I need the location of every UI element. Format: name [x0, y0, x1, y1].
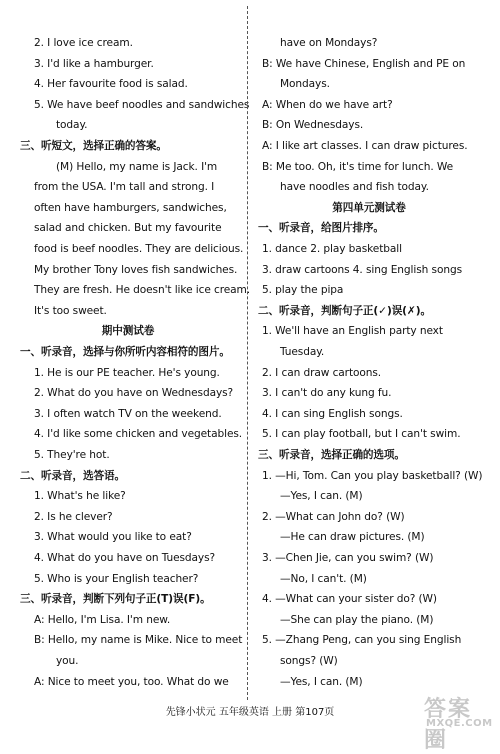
text-line: B: Me too. Oh, it's time for lunch. We	[262, 160, 454, 173]
text-line: Tuesday.	[280, 346, 325, 358]
text-line: 1. dance 2. play basketball	[262, 243, 402, 255]
section-heading: 期中测试卷	[101, 325, 155, 338]
text-line: —Yes, I can. (M)	[280, 675, 363, 688]
text-line: 3. draw cartoons 4. sing English songs	[262, 263, 462, 276]
text-line: 3. I can't do any kung fu.	[262, 387, 392, 400]
text-line: you.	[56, 655, 79, 667]
text-line: Mondays.	[280, 78, 330, 91]
text-line: A: I like art classes. I can draw pictures.	[262, 140, 468, 152]
text-line: 5. We have beef noodles and sandwiches	[34, 98, 250, 111]
section-heading: 三、听录音，判断下列句子正(T)误(F)。	[20, 593, 211, 606]
text-line: 4. I'd like some chicken and vegetables.	[34, 428, 243, 441]
text-line: —No, I can't. (M)	[280, 572, 367, 585]
text-line: have noodles and fish today.	[280, 181, 429, 194]
text-line: —He can draw pictures. (M)	[280, 531, 425, 544]
text-line: —She can play the piano. (M)	[280, 613, 434, 626]
text-line: 4. —What can your sister do? (W)	[262, 593, 437, 606]
section-heading: 一、听录音，给图片排序。	[258, 222, 384, 235]
text-line: It's too sweet.	[34, 304, 107, 317]
text-line: 1. —Hi, Tom. Can you play basketball? (W)	[262, 469, 483, 482]
text-line: A: Hello, I'm Lisa. I'm new.	[34, 613, 171, 626]
text-line: 3. I'd like a hamburger.	[34, 57, 154, 70]
text-line: salad and chicken. But my favourite	[34, 222, 222, 235]
text-line: 1. What's he like?	[34, 490, 126, 503]
text-line: songs? (W)	[280, 655, 338, 667]
text-line: 2. I can draw cartoons.	[262, 366, 382, 379]
text-line: B: We have Chinese, English and PE on	[262, 57, 466, 70]
text-line: 2. I love ice cream.	[34, 37, 133, 49]
text-line: 1. We'll have an English party next	[262, 325, 443, 338]
text-line: 2. —What can John do? (W)	[262, 510, 405, 523]
text-line: 5. Who is your English teacher?	[34, 572, 199, 585]
text-line: 3. I often watch TV on the weekend.	[34, 407, 222, 420]
watermark-text: 答案圈	[424, 697, 473, 753]
watermark-logo	[420, 690, 493, 753]
text-line: often have hamburgers, sandwiches,	[34, 201, 227, 214]
text-line: B: Hello, my name is Mike. Nice to meet	[34, 634, 243, 647]
text-line: 5. They're hot.	[34, 449, 110, 461]
text-line: (M) Hello, my name is Jack. I'm	[56, 160, 218, 173]
text-line: A: Nice to meet you, too. What do we	[34, 675, 229, 688]
text-line: B: On Wednesdays.	[262, 119, 364, 132]
text-line: food is beef noodles. They are delicious.	[34, 243, 244, 255]
text-line: My brother Tony loves fish sandwiches.	[34, 263, 238, 276]
page-footer: 先锋小状元 五年级英语 上册 第107页	[165, 707, 335, 718]
text-line: 5. —Zhang Peng, can you sing English	[262, 634, 462, 647]
text-line: 2. What do you have on Wednesdays?	[34, 387, 234, 400]
text-line: —Yes, I can. (M)	[280, 490, 363, 503]
text-line: 1. He is our PE teacher. He's young.	[34, 366, 220, 379]
section-heading: 一、听录音，选择与你所听内容相符的图片。	[20, 346, 230, 358]
text-line: 3. What would you like to eat?	[34, 531, 192, 544]
text-line: A: When do we have art?	[262, 98, 393, 111]
text-line: today.	[56, 119, 88, 132]
text-line: 4. I can sing English songs.	[262, 407, 403, 420]
section-heading: 二、听录音，判断句子正(✓)误(✗)。	[258, 304, 431, 317]
text-line: 4. What do you have on Tuesdays?	[34, 552, 216, 564]
text-line: have on Mondays?	[280, 37, 378, 49]
text-line: 5. play the pipa	[262, 284, 344, 297]
section-heading: 三、听录音，选择正确的选项。	[258, 449, 405, 461]
watermark-url: MXQE.COM	[426, 718, 493, 729]
section-heading: 二、听录音，选答语。	[20, 469, 125, 482]
text-line: They are fresh. He doesn't like ice cream.	[34, 284, 251, 297]
text-line: 5. I can play football, but I can't swim.	[262, 428, 461, 441]
section-heading: 第四单元测试卷	[332, 201, 406, 214]
column-divider	[247, 6, 248, 700]
text-line: 4. Her favourite food is salad.	[34, 78, 188, 91]
text-line: from the USA. I'm tall and strong. I	[34, 181, 215, 194]
text-line: 3. —Chen Jie, can you swim? (W)	[262, 552, 434, 564]
section-heading: 三、听短文，选择正确的答案。	[20, 140, 167, 152]
text-line: 2. Is he clever?	[34, 510, 113, 523]
